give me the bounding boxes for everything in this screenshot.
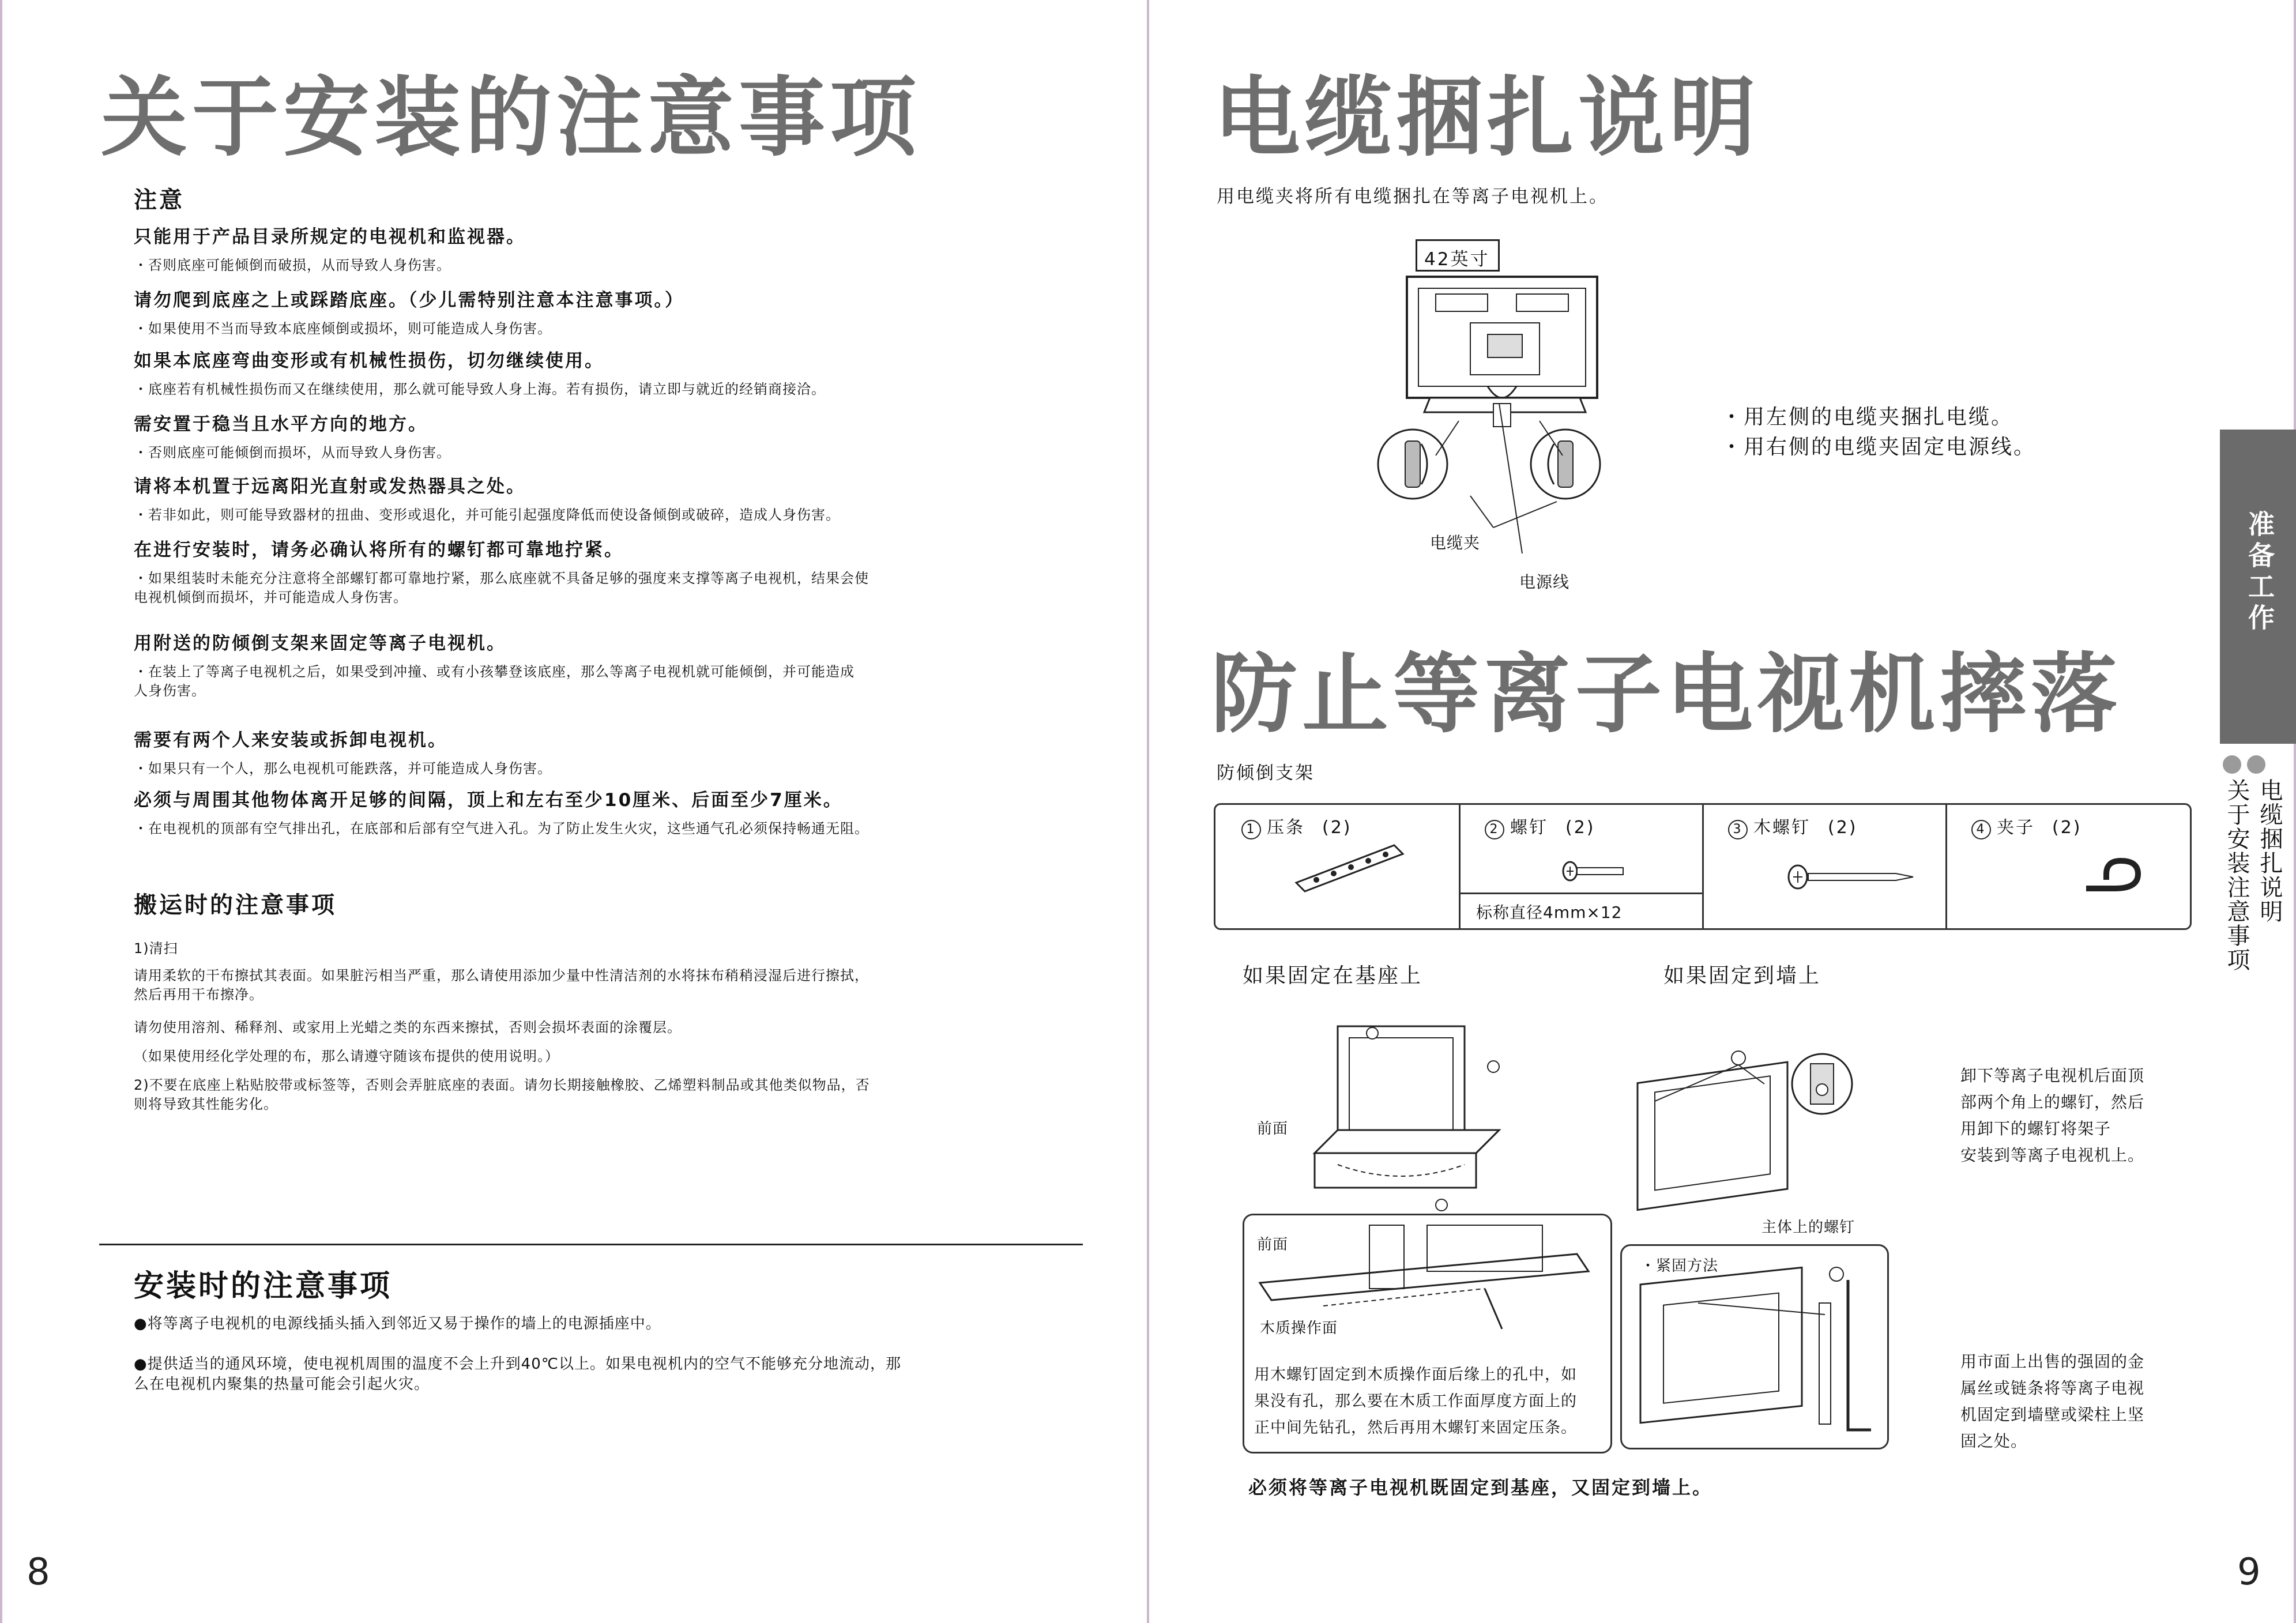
label-front: 前面	[1257, 1120, 1289, 1138]
parts-table	[1214, 803, 2192, 930]
section-rule	[99, 1244, 1083, 1245]
part-qty: (2)	[1565, 818, 1595, 838]
transport-line: 1)清扫	[134, 940, 178, 957]
part-label	[1971, 813, 2082, 839]
install-heading: 安装时的注意事项	[134, 1269, 393, 1304]
install-line: 么在电视机内聚集的热量可能会引起火灾。	[134, 1376, 430, 1393]
wall-note-1-line: 部两个角上的螺钉，然后	[1960, 1093, 2145, 1112]
case-base-heading: 如果固定在基座上	[1243, 964, 1423, 988]
transport-line: 请用柔软的干布擦拭其表面。如果脏污相当严重，那么请使用添加少量中性清洁剂的水将抹布稍稍浸湿后进行擦拭，	[134, 967, 869, 984]
right-page-title-cables: 电缆捆扎说明	[1214, 68, 1761, 168]
side-tab	[2220, 430, 2296, 744]
caution-item-note: ・在装上了等离子电视机之后，如果受到冲撞、或有小孩攀登该底座，那么等离子电视机就可能倾倒，并可能造成	[134, 664, 855, 680]
part-number: 2	[1485, 820, 1504, 839]
part-number: 1	[1241, 820, 1261, 839]
caution-item-note: 人身伤害。	[134, 683, 206, 699]
caution-heading: 注意	[134, 187, 185, 213]
case-wall-heading: 如果固定到墙上	[1663, 964, 1821, 988]
transport-line: 请勿使用溶剂、稀释剂、或家用上光蜡之类的东西来擦拭，否则会损坏表面的涂覆层。	[134, 1019, 682, 1035]
wall-note-1-line: 用卸下的螺钉将架子	[1960, 1119, 2111, 1138]
caution-item-note: ・否则底座可能倾倒而破损，从而导致人身伤害。	[134, 257, 451, 273]
wood-note-line: 正中间先钻孔，然后再用木螺钉来固定压条。	[1254, 1419, 1577, 1437]
install-line: ●将等离子电视机的电源线插头插入到邻近又易于操作的墙上的电源插座中。	[134, 1315, 661, 1332]
left-page-title: 关于安装的注意事项	[101, 68, 921, 168]
side-tab-label: 准备工作	[2244, 510, 2275, 635]
caution-item-note: ・在电视机的顶部有空气排出孔，在底部和后部有空气进入孔。为了防止发生火灾，这些通气孔必须保持畅通无阻。	[134, 820, 869, 837]
part-name: 夹子	[1997, 818, 2035, 838]
parts-divider	[1945, 805, 1947, 928]
caution-item-heading: 必须与周围其他物体离开足够的间隔，顶上和左右至少10厘米、后面至少7厘米。	[134, 790, 843, 811]
caution-item-heading: 请将本机置于远离阳光直射或发热器具之处。	[134, 476, 526, 497]
wood-screw-icon	[1786, 863, 1919, 891]
wood-note-line: 果没有孔，那么要在木质工作面厚度方面上的	[1254, 1392, 1577, 1410]
caution-item-note: ・否则底座可能倾倒而损坏，从而导致人身伤害。	[134, 445, 451, 461]
side-dots	[2223, 755, 2265, 776]
page-spread-divider	[1147, 0, 1149, 1623]
cable-bullet: ・用左侧的电缆夹捆扎电缆。	[1721, 405, 2014, 429]
install-line: ●提供适当的通风环境，使电视机周围的温度不会上升到40℃以上。如果电视机内的空气不能够充分地流动，那	[134, 1355, 901, 1373]
size-label-box	[1416, 239, 1500, 272]
caution-item-note: ・如果使用不当而导致本底座倾倒或损坏，则可能造成人身伤害。	[134, 321, 552, 337]
label-fastening-method: ・紧固方法	[1640, 1257, 1719, 1275]
side-vertical-text-b: 关于安装注意事项	[2223, 778, 2250, 972]
part-name: 螺钉	[1510, 818, 1548, 838]
part-number: 3	[1728, 820, 1748, 839]
right-page-title-anti-fall: 防止等离子电视机摔落	[1211, 645, 2122, 745]
cable-bullet: ・用右侧的电缆夹固定电源线。	[1721, 435, 2037, 459]
caution-item-heading: 需要有两个人来安装或拆卸电视机。	[134, 730, 447, 751]
caution-item-heading: 如果本底座弯曲变形或有机械性损伤，切勿继续使用。	[134, 351, 604, 371]
caution-item-heading: 需安置于稳当且水平方向的地方。	[134, 414, 428, 435]
wood-note-line: 用木螺钉固定到木质操作面后缘上的孔中，如	[1254, 1366, 1577, 1384]
screw-icon	[1561, 860, 1631, 883]
part-name: 压条	[1267, 818, 1305, 838]
wall-bracket-detail	[1790, 1044, 1854, 1124]
pressure-bar-icon	[1290, 839, 1406, 897]
label-cable-clamp: 电缆夹	[1430, 533, 1481, 552]
side-vertical-text-a: 电缆捆扎说明	[2256, 778, 2283, 924]
wall-note-2-line: 用市面上出售的强固的金	[1960, 1352, 2145, 1371]
caution-item-note: ・如果只有一个人，那么电视机可能跌落，并可能造成人身伤害。	[134, 760, 552, 777]
caution-item-note: 电视机倾倒而损坏，并可能造成人身伤害。	[134, 589, 408, 605]
transport-heading: 搬运时的注意事项	[134, 892, 337, 918]
page-number-left: 8	[27, 1551, 50, 1594]
caution-item-note: ・如果组装时未能充分注意将全部螺钉都可靠地拧紧，那么底座就不具备足够的强度来支撑等离子电视机，结果会使	[134, 570, 869, 586]
clip-icon	[2080, 854, 2150, 900]
cable-intro: 用电缆夹将所有电缆捆扎在等离子电视机上。	[1217, 186, 1609, 207]
fastening-illustration	[1629, 1268, 1877, 1441]
caution-item-heading: 在进行安装时，请务必确认将所有的螺钉都可靠地拧紧。	[134, 540, 624, 560]
transport-line: 2)不要在底座上粘贴胶带或标签等，否则会弄脏底座的表面。请勿长期接触橡胶、乙烯塑料制品或其他类似物品，否	[134, 1077, 870, 1093]
wall-note-2-line: 属丝或链条将等离子电视	[1960, 1379, 2145, 1398]
label-front-2: 前面	[1257, 1236, 1289, 1253]
transport-line: 然后再用干布擦净。	[134, 986, 264, 1003]
part-label	[1728, 813, 1858, 839]
part-label	[1241, 813, 1352, 839]
caution-item-note: ・若非如此，则可能导致器材的扭曲、变形或退化，并可能引起强度降低而使设备倾倒或破碎，造成人身伤害。	[134, 507, 840, 523]
label-power-cord: 电源线	[1519, 573, 1570, 592]
screw-spec: 标称直径4mm×12	[1476, 903, 1623, 922]
page-border-right	[2294, 0, 2296, 1623]
caution-item-heading: 请勿爬到底座之上或踩踏底座。（少儿需特别注意本注意事项。）	[134, 290, 684, 311]
part-name: 木螺钉	[1753, 818, 1811, 838]
must-note: 必须将等离子电视机既固定到基座，又固定到墙上。	[1248, 1477, 1713, 1498]
part-qty: (2)	[2052, 818, 2082, 838]
bracket-heading: 防倾倒支架	[1217, 763, 1315, 784]
label-wood-surface: 木质操作面	[1260, 1320, 1338, 1337]
size-label: 42英寸	[1424, 249, 1490, 270]
base-mount-illustration	[1303, 1015, 1522, 1211]
wall-note-1-line: 卸下等离子电视机后面顶	[1960, 1066, 2145, 1085]
wall-note-1-line: 安装到等离子电视机上。	[1960, 1146, 2145, 1165]
part-number: 4	[1971, 820, 1991, 839]
page-number-right: 9	[2237, 1551, 2261, 1594]
page-border-left	[0, 0, 2, 1623]
transport-line: 则将导致其性能劣化。	[134, 1096, 278, 1112]
part-label	[1485, 813, 1595, 839]
caution-item-note: ・底座若有机械性损伤而又在继续使用，那么就可能导致人身上海。若有损伤，请立即与就近的经销商接洽。	[134, 381, 826, 397]
wall-note-2-line: 机固定到墙壁或梁柱上坚	[1960, 1405, 2145, 1424]
wall-note-2-line: 固之处。	[1960, 1432, 2028, 1451]
part-qty: (2)	[1322, 818, 1352, 838]
transport-line: （如果使用经化学处理的布，那么请遵守随该布提供的使用说明。）	[134, 1048, 559, 1064]
caution-item-heading: 用附送的防倾倒支架来固定等离子电视机。	[134, 633, 506, 654]
label-main-screw: 主体上的螺钉	[1761, 1219, 1855, 1236]
part-qty: (2)	[1828, 818, 1858, 838]
caution-item-heading: 只能用于产品目录所规定的电视机和监视器。	[134, 227, 526, 247]
